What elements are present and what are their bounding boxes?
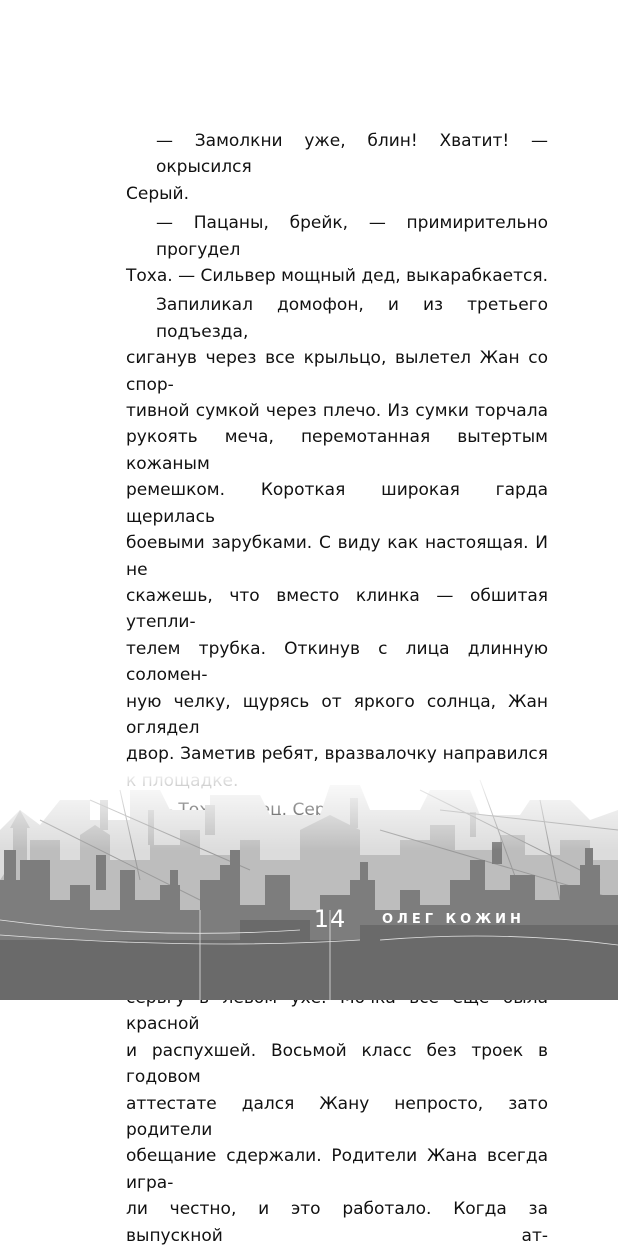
text-line: сиганув через все крыльцо, вылетел Жан со спор- [126, 348, 548, 395]
text-line: аттестате дался Жану непросто, зато родители [126, 1093, 548, 1141]
text-line: телем трубка. Откинув с лица длинную соломен- [126, 638, 548, 686]
text-line: обещание сдержали. Родители Жана всегда игра- [126, 1146, 548, 1193]
paragraph-3 [126, 292, 548, 794]
text-line: боевыми зарубками. С виду как настоящая. И не [126, 533, 548, 580]
paragraph-1 [126, 128, 548, 207]
text-line: — Замолкни уже, блин! Хватит! — окрысился [156, 131, 548, 178]
text-line: скажешь, что вместо клинка — обшитая утепли- [126, 585, 548, 633]
text-line: тивной сумкой через плечо. Из сумки торчала [126, 401, 548, 422]
text-line: ли честно, и это работало. Когда за выпускной ат- [126, 1199, 548, 1246]
text-line: ную челку, щурясь от яркого солнца, Жан оглядел [126, 691, 548, 738]
text-line: Тоха. — Сильвер мощный дед, выкарабкается. [126, 266, 548, 287]
text-line: ремешком. Короткая широкая гарда щерилась [126, 480, 548, 527]
body-text [126, 128, 548, 1252]
city-skyline-illustration [0, 770, 618, 1000]
author-name: ОЛЕГ КОЖИН [382, 912, 525, 927]
text-line: и распухшей. Восьмой класс без троек в годовом [126, 1040, 548, 1088]
text-line: двор. Заметив ребят, вразвалочку направился [126, 744, 548, 765]
text-line: красной [126, 1014, 200, 1035]
text-line: рукоять меча, перемотанная вытертым кожаным [126, 427, 548, 474]
page-number: 14 [313, 905, 347, 933]
text-line: — Пацаны, брейк, — примирительно прогудел [156, 213, 548, 260]
text-line: Запиликал домофон, и из третьего подъезда, [156, 295, 548, 342]
paragraph-2 [126, 210, 548, 289]
text-line: Серый. [126, 183, 189, 204]
